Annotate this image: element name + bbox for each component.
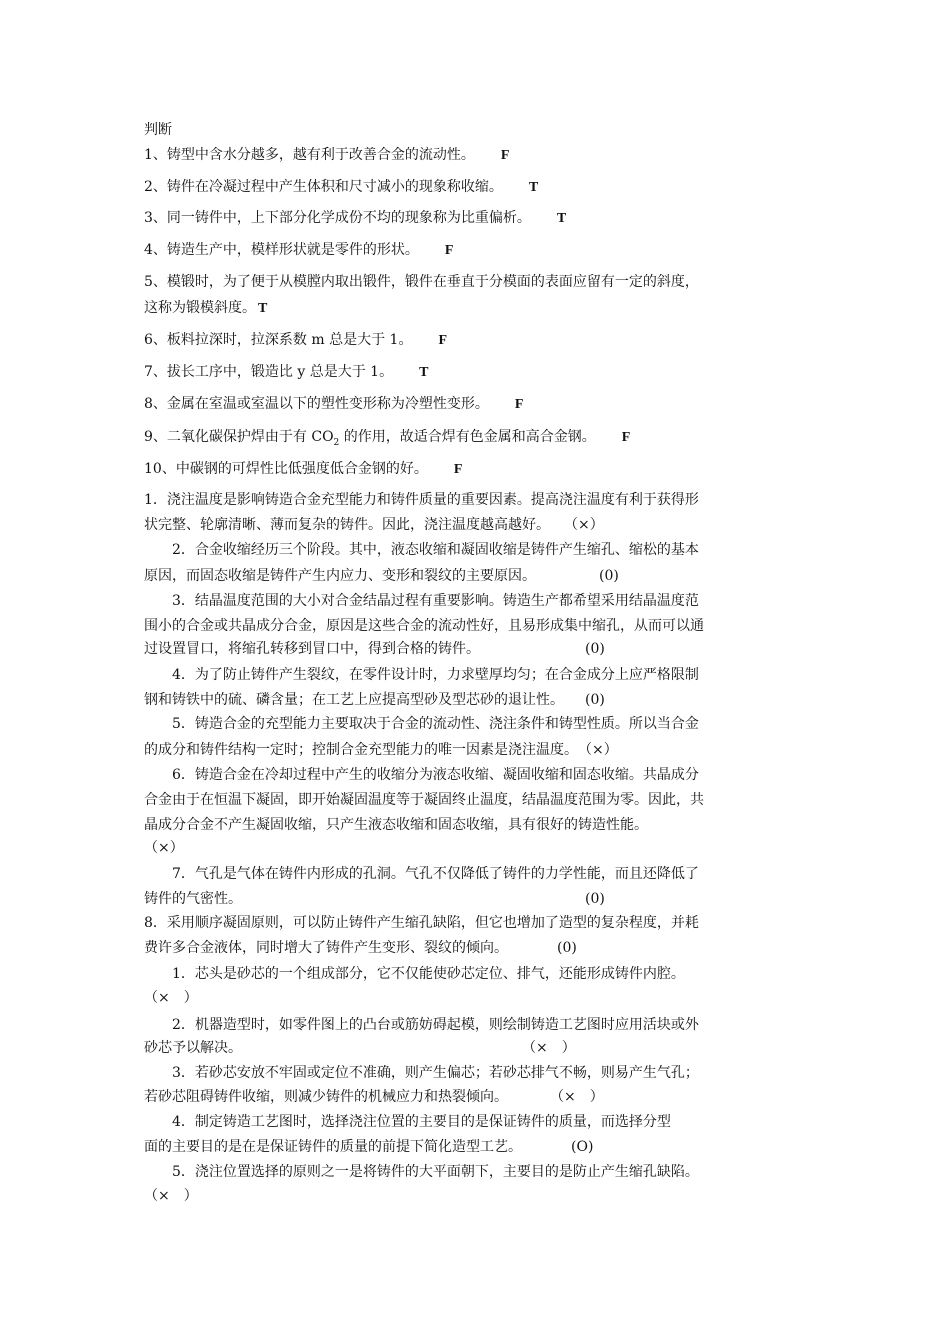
question-10 xyxy=(144,459,462,480)
s1-line-6: 围小的合金或共晶成分合金，原因是这些合金的流动性好，且易形成集中缩孔，从而可以通 xyxy=(144,618,704,634)
s1-line-9: 钢和铸铁中的硫、磷含量；在工艺上应提高型砂及型芯砂的退让性。 (0) xyxy=(144,692,605,708)
answer-mark: T xyxy=(556,211,567,226)
question-6 xyxy=(144,330,447,351)
answer-mark: T xyxy=(419,365,429,380)
s1-line-4: 原因，而固态收缩是铸件产生内应力、变形和裂纹的主要原因。 (0) xyxy=(144,568,619,584)
s2-line-9: 5．浇注位置选择的原则之一是将铸件的大平面朝下，主要目的是防止产生缩孔缺陷。 xyxy=(172,1164,699,1180)
question-text: 10、中碳钢的可焊性比低强度低合金钢的好。 xyxy=(144,461,428,477)
answer-mark: F xyxy=(438,333,448,348)
question-text: 这称为锻模斜度。 xyxy=(144,300,256,316)
s2-line-5: 3．若砂芯安放不牢固或定位不准确，则产生偏芯；若砂芯排气不畅，则易产生气孔； xyxy=(172,1065,699,1081)
question-2 xyxy=(144,177,538,198)
section-heading: 判断 xyxy=(144,122,172,138)
s1-line-10: 5．铸造合金的充型能力主要取决于合金的流动性、浇注条件和铸型性质。所以当合金 xyxy=(172,716,699,732)
s1-line-2: 状完整、轮廓清晰、薄而复杂的铸件。因此，浇注温度越高越好。 （×） xyxy=(144,517,604,533)
question-5-line-2 xyxy=(144,298,267,319)
question-text: 2、铸件在冷凝过程中产生体积和尺寸减小的现象称收缩。 xyxy=(144,179,503,195)
s1-line-7: 过设置冒口，将缩孔转移到冒口中，得到合格的铸件。 (0) xyxy=(144,641,605,657)
answer-mark: F xyxy=(453,462,463,477)
s2-line-6: 若砂芯阻碍铸件收缩，则减少铸件的机械应力和热裂倾向。 （× ） xyxy=(144,1089,604,1105)
s1-line-14: 晶成分合金不产生凝固收缩，只产生液态收缩和固态收缩，具有很好的铸造性能。 xyxy=(144,817,648,833)
question-3 xyxy=(144,208,566,229)
question-9 xyxy=(144,427,630,453)
s2-line-4: 砂芯予以解决。 （× ） xyxy=(144,1040,576,1056)
s1-line-1: 1．浇注温度是影响铸造合金充型能力和铸件质量的重要因素。提高浇注温度有利于获得形 xyxy=(144,492,699,508)
question-text: 7、拔长工序中，锻造比 y 总是大于 1。 xyxy=(144,364,394,380)
question-text: 9、二氧化碳保护焊由于有 CO xyxy=(144,429,334,445)
answer-mark: F xyxy=(621,430,631,445)
answer-mark: T xyxy=(528,180,539,195)
question-text: 1、铸型中含水分越多，越有利于改善合金的流动性。 xyxy=(144,147,475,163)
s1-line-8: 4．为了防止铸件产生裂纹，在零件设计时，力求壁厚均匀；在合金成分上应严格限制 xyxy=(172,667,699,683)
question-1 xyxy=(144,145,509,166)
question-8 xyxy=(144,394,523,415)
s1-line-5: 3．结晶温度范围的大小对合金结晶过程有重要影响。铸造生产都希望采用结晶温度范 xyxy=(172,593,699,609)
question-text: 4、铸造生产中，模样形状就是零件的形状。 xyxy=(144,242,419,258)
question-7 xyxy=(144,362,428,383)
s1-line-3: 2．合金收缩经历三个阶段。其中，液态收缩和凝固收缩是铸件产生缩孔、缩松的基本 xyxy=(172,542,699,558)
s1-line-19: 费许多合金液体，同时增大了铸件产生变形、裂纹的倾向。 (0) xyxy=(144,940,577,956)
question-text: 3、同一铸件中，上下部分化学成份不均的现象称为比重偏析。 xyxy=(144,210,531,226)
question-text: 的作用，故适合焊有色金属和高合金钢。 xyxy=(339,429,596,445)
s2-line-1: 1．芯头是砂芯的一个组成部分，它不仅能使砂芯定位、排气，还能形成铸件内腔。 xyxy=(172,966,685,982)
question-text: 6、板料拉深时，拉深系数 m 总是大于 1。 xyxy=(144,332,413,348)
s1-line-11: 的成分和铸件结构一定时；控制合金充型能力的唯一因素是浇注温度。 （×） xyxy=(144,742,618,758)
s2-line-7: 4．制定铸造工艺图时，选择浇注位置的主要目的是保证铸件的质量，而选择分型 xyxy=(172,1114,671,1130)
s2-line-8: 面的主要目的是在是保证铸件的质量的前提下简化造型工艺。 (O) xyxy=(144,1139,594,1155)
s1-line-16: 7．气孔是气体在铸件内形成的孔洞。气孔不仅降低了铸件的力学性能，而且还降低了 xyxy=(172,866,699,882)
s1-line-12: 6．铸造合金在冷却过程中产生的收缩分为液态收缩、凝固收缩和固态收缩。共晶成分 xyxy=(172,767,699,783)
s1-line-13: 合金由于在恒温下凝固，即开始凝固温度等于凝固终止温度，结晶温度范围为零。因此，共 xyxy=(144,792,704,808)
question-text: 8、金属在室温或室温以下的塑性变形称为冷塑性变形。 xyxy=(144,396,489,412)
question-4 xyxy=(144,240,453,261)
s1-line-17: 铸件的气密性。 (0) xyxy=(144,891,605,907)
s2-line-10: （× ） xyxy=(144,1188,198,1204)
question-5-line-1: 5、模锻时，为了便于从模膛内取出锻件，锻件在垂直于分模面的表面应留有一定的斜度， xyxy=(144,274,699,290)
s2-line-2: （× ） xyxy=(144,990,198,1006)
answer-mark: T xyxy=(258,301,268,316)
s2-line-3: 2．机器造型时，如零件图上的凸台或筋妨碍起模，则绘制铸造工艺图时应用活块或外 xyxy=(172,1017,699,1033)
s1-line-15: （×） xyxy=(144,840,184,856)
s1-line-18: 8．采用顺序凝固原则，可以防止铸件产生缩孔缺陷，但它也增加了造型的复杂程度，并耗 xyxy=(144,915,699,931)
answer-mark: F xyxy=(514,397,524,412)
answer-mark: F xyxy=(444,243,454,258)
answer-mark: F xyxy=(500,148,510,163)
subscript: 2 xyxy=(333,437,340,448)
